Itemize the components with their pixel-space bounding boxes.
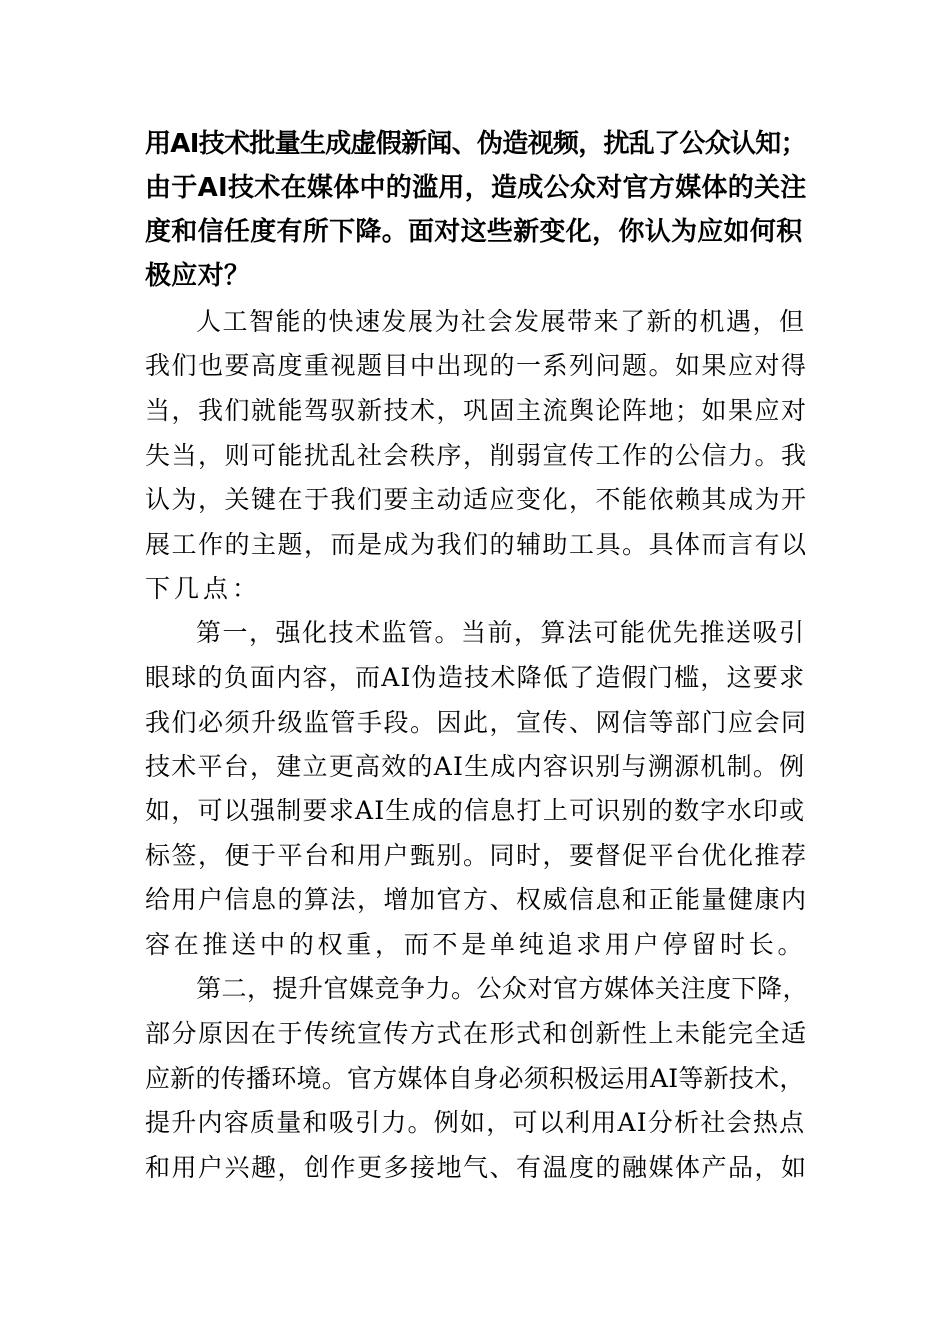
paragraph-line: 部分原因在于传统宣传方式在形式和创新性上未能完全适 [145, 1019, 808, 1048]
paragraph-line: 我们必须升级监管手段。因此，宣传、网信等部门应会同 [145, 708, 808, 737]
paragraph-line: 和用户兴趣，创作更多接地气、有温度的融媒体产品，如 [145, 1153, 808, 1182]
paragraph-line: 失当，则可能扰乱社会秩序，削弱宣传工作的公信力。我 [145, 441, 808, 470]
question-line: 用AI技术批量生成虚假新闻、伪造视频，扰乱了公众认知； [145, 129, 806, 159]
paragraph-line: 技术平台，建立更高效的AI生成内容识别与溯源机制。例 [145, 752, 806, 781]
paragraph-line: 人工智能的快速发展为社会发展带来了新的机遇，但 [196, 307, 806, 336]
question-line: 极应对？ [145, 261, 251, 291]
question-line: 度和信任度有所下降。面对这些新变化，你认为应如何积 [145, 217, 803, 247]
paragraph-line: 给用户信息的算法，增加官方、权威信息和正能量健康内 [145, 885, 808, 914]
paragraph-line: 展工作的主题，而是成为我们的辅助工具。具体而言有以 [145, 530, 808, 559]
paragraph-line: 下几点： [145, 574, 262, 603]
paragraph-line: 当，我们就能驾驭新技术，巩固主流舆论阵地；如果应对 [145, 396, 808, 425]
paragraph-line: 如，可以强制要求AI生成的信息打上可识别的数字水印或 [145, 796, 806, 825]
paragraph-line: 容在推送中的权重，而不是单纯追求用户停留时长。 [145, 930, 807, 959]
paragraph-line: 眼球的负面内容，而AI伪造技术降低了造假门槛，这要求 [145, 663, 806, 692]
paragraph-line: 我们也要高度重视题目中出现的一系列问题。如果应对得 [145, 351, 808, 380]
paragraph-line: 第二，提升官媒竞争力。公众对官方媒体关注度下降， [196, 974, 809, 1003]
paragraph-line: 认为，关键在于我们要主动适应变化，不能依赖其成为开 [145, 485, 808, 514]
paragraph-line: 第一，强化技术监管。当前，算法可能优先推送吸引 [196, 618, 806, 647]
paragraph-line: 应新的传播环境。官方媒体自身必须积极运用AI等新技术， [145, 1064, 805, 1093]
paragraph-line: 提升内容质量和吸引力。例如，可以利用AI分析社会热点 [145, 1108, 806, 1137]
paragraph-line: 标签，便于平台和用户甄别。同时，要督促平台优化推荐 [145, 841, 808, 870]
question-line: 由于AI技术在媒体中的滥用，造成公众对官方媒体的关注 [145, 173, 807, 203]
